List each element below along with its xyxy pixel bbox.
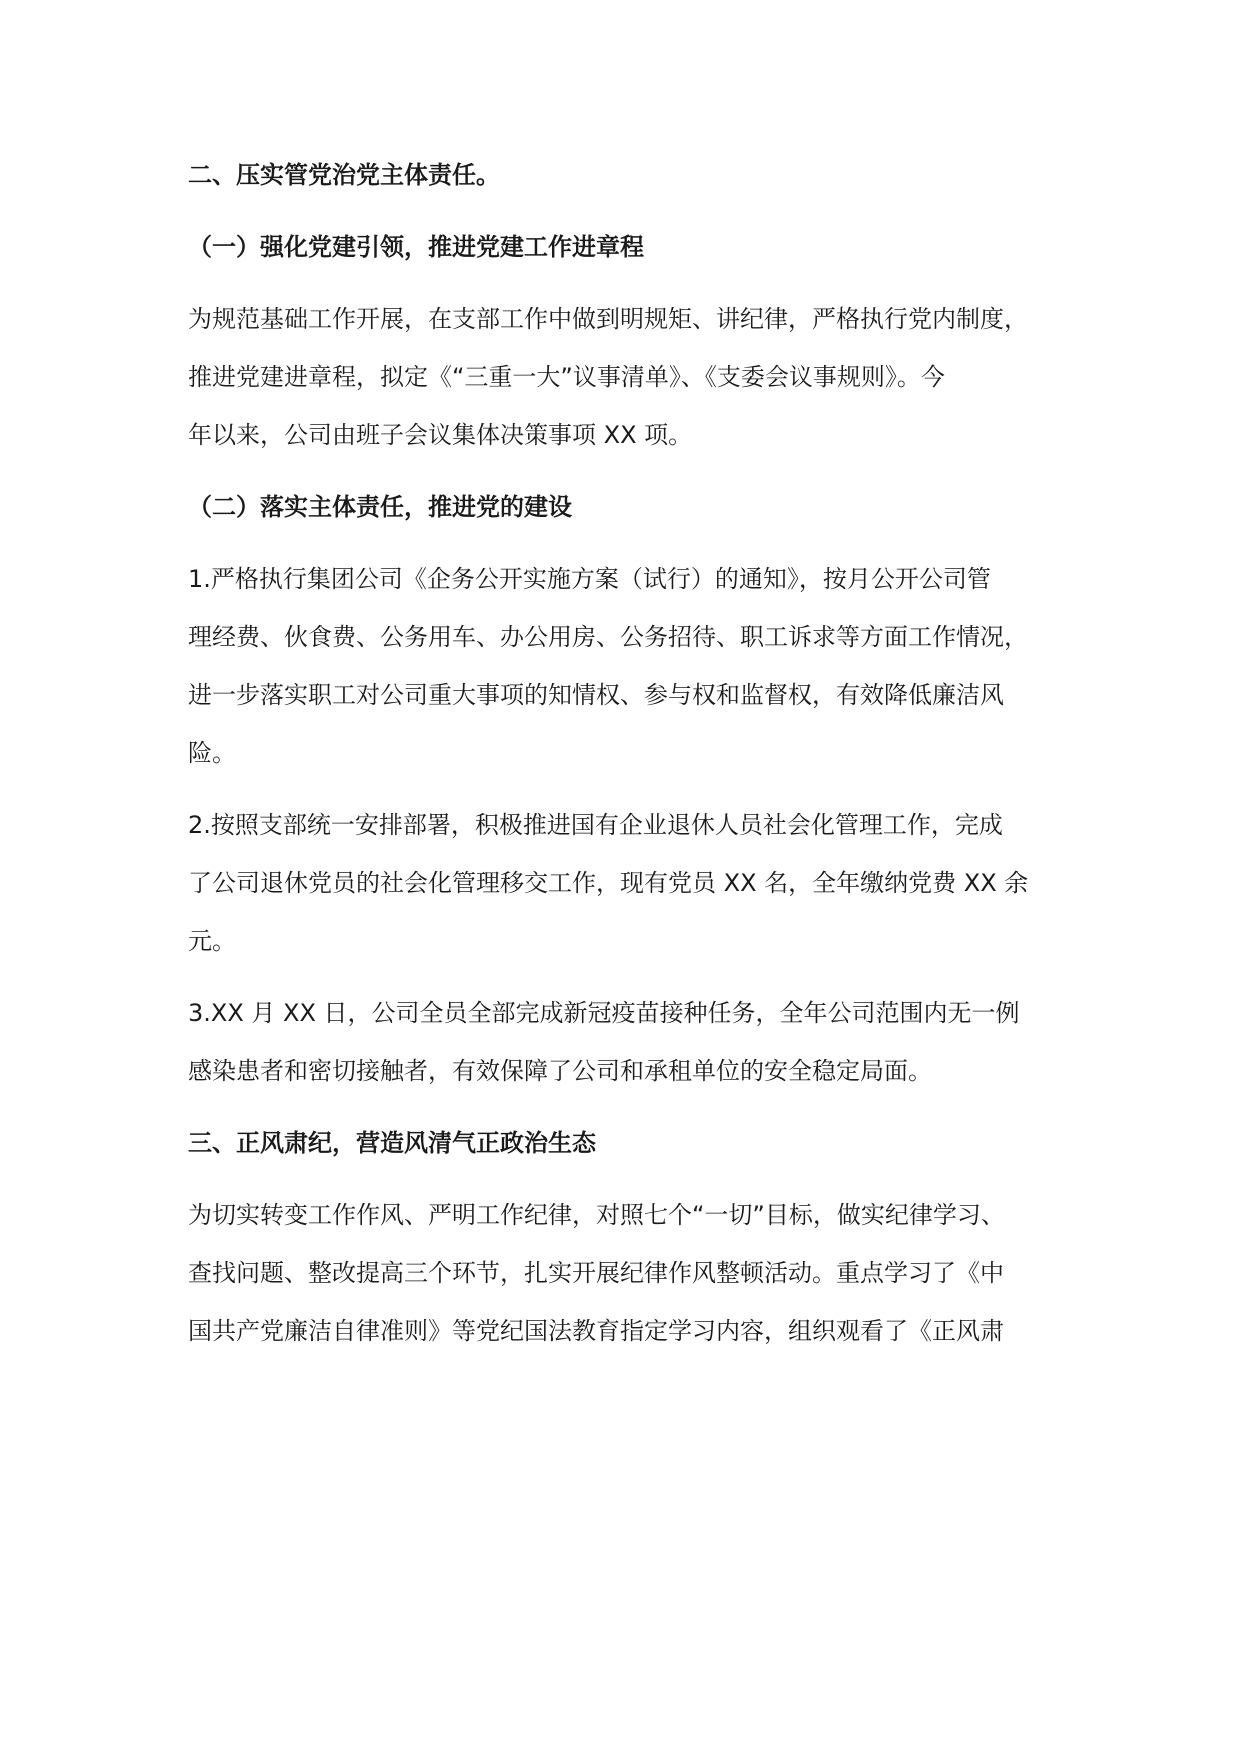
item-2-line-3: 元。	[188, 927, 236, 955]
item-1-line-3: 进一步落实职工对公司重大事项的知情权、参与权和监督权，有效降低廉洁风	[188, 681, 1004, 709]
section-3-heading: 三、正风肃纪，营造风清气正政治生态	[188, 1129, 596, 1157]
item-3-line-1: 3.XX 月 XX 日，公司全员全部完成新冠疫苗接种任务，全年公司范围内无一例	[188, 999, 1020, 1027]
item-3-line-2: 感染患者和密切接触者，有效保障了公司和承租单位的安全稳定局面。	[188, 1057, 932, 1085]
subsection-1-heading: （一）强化党建引领，推进党建工作进章程	[188, 233, 644, 261]
paragraph-3-line-3: 国共产党廉洁自律准则》等党纪国法教育指定学习内容，组织观看了《正风肃	[188, 1317, 1004, 1345]
paragraph-1-line-3: 年以来，公司由班子会议集体决策事项 XX 项。	[188, 421, 693, 449]
paragraph-1-line-1: 为规范基础工作开展，在支部工作中做到明规矩、讲纪律，严格执行党内制度，	[188, 305, 1028, 333]
item-1-line-2: 理经费、伙食费、公务用车、办公用房、公务招待、职工诉求等方面工作情况，	[188, 623, 1028, 651]
item-2-line-2: 了公司退休党员的社会化管理移交工作，现有党员 XX 名，全年缴纳党费 XX 余	[188, 869, 1029, 897]
subsection-2-heading: （二）落实主体责任，推进党的建设	[188, 493, 572, 521]
section-2-heading: 二、压实管党治党主体责任。	[188, 161, 500, 189]
paragraph-3-line-2: 查找问题、整改提高三个环节，扎实开展纪律作风整顿活动。重点学习了《中	[188, 1259, 1004, 1287]
paragraph-1-line-2: 推进党建进章程，拟定《“三重一大”议事清单》、《支委会议事规则》。今	[188, 363, 945, 391]
item-2-line-1: 2.按照支部统一安排部署，积极推进国有企业退休人员社会化管理工作，完成	[188, 811, 1003, 839]
paragraph-3-line-1: 为切实转变工作作风、严明工作纪律，对照七个“一切”目标，做实纪律学习、	[188, 1201, 1005, 1229]
item-1-line-4: 险。	[188, 739, 236, 767]
item-1-line-1: 1.严格执行集团公司《企务公开实施方案（试行）的通知》，按月公开公司管	[188, 565, 991, 593]
